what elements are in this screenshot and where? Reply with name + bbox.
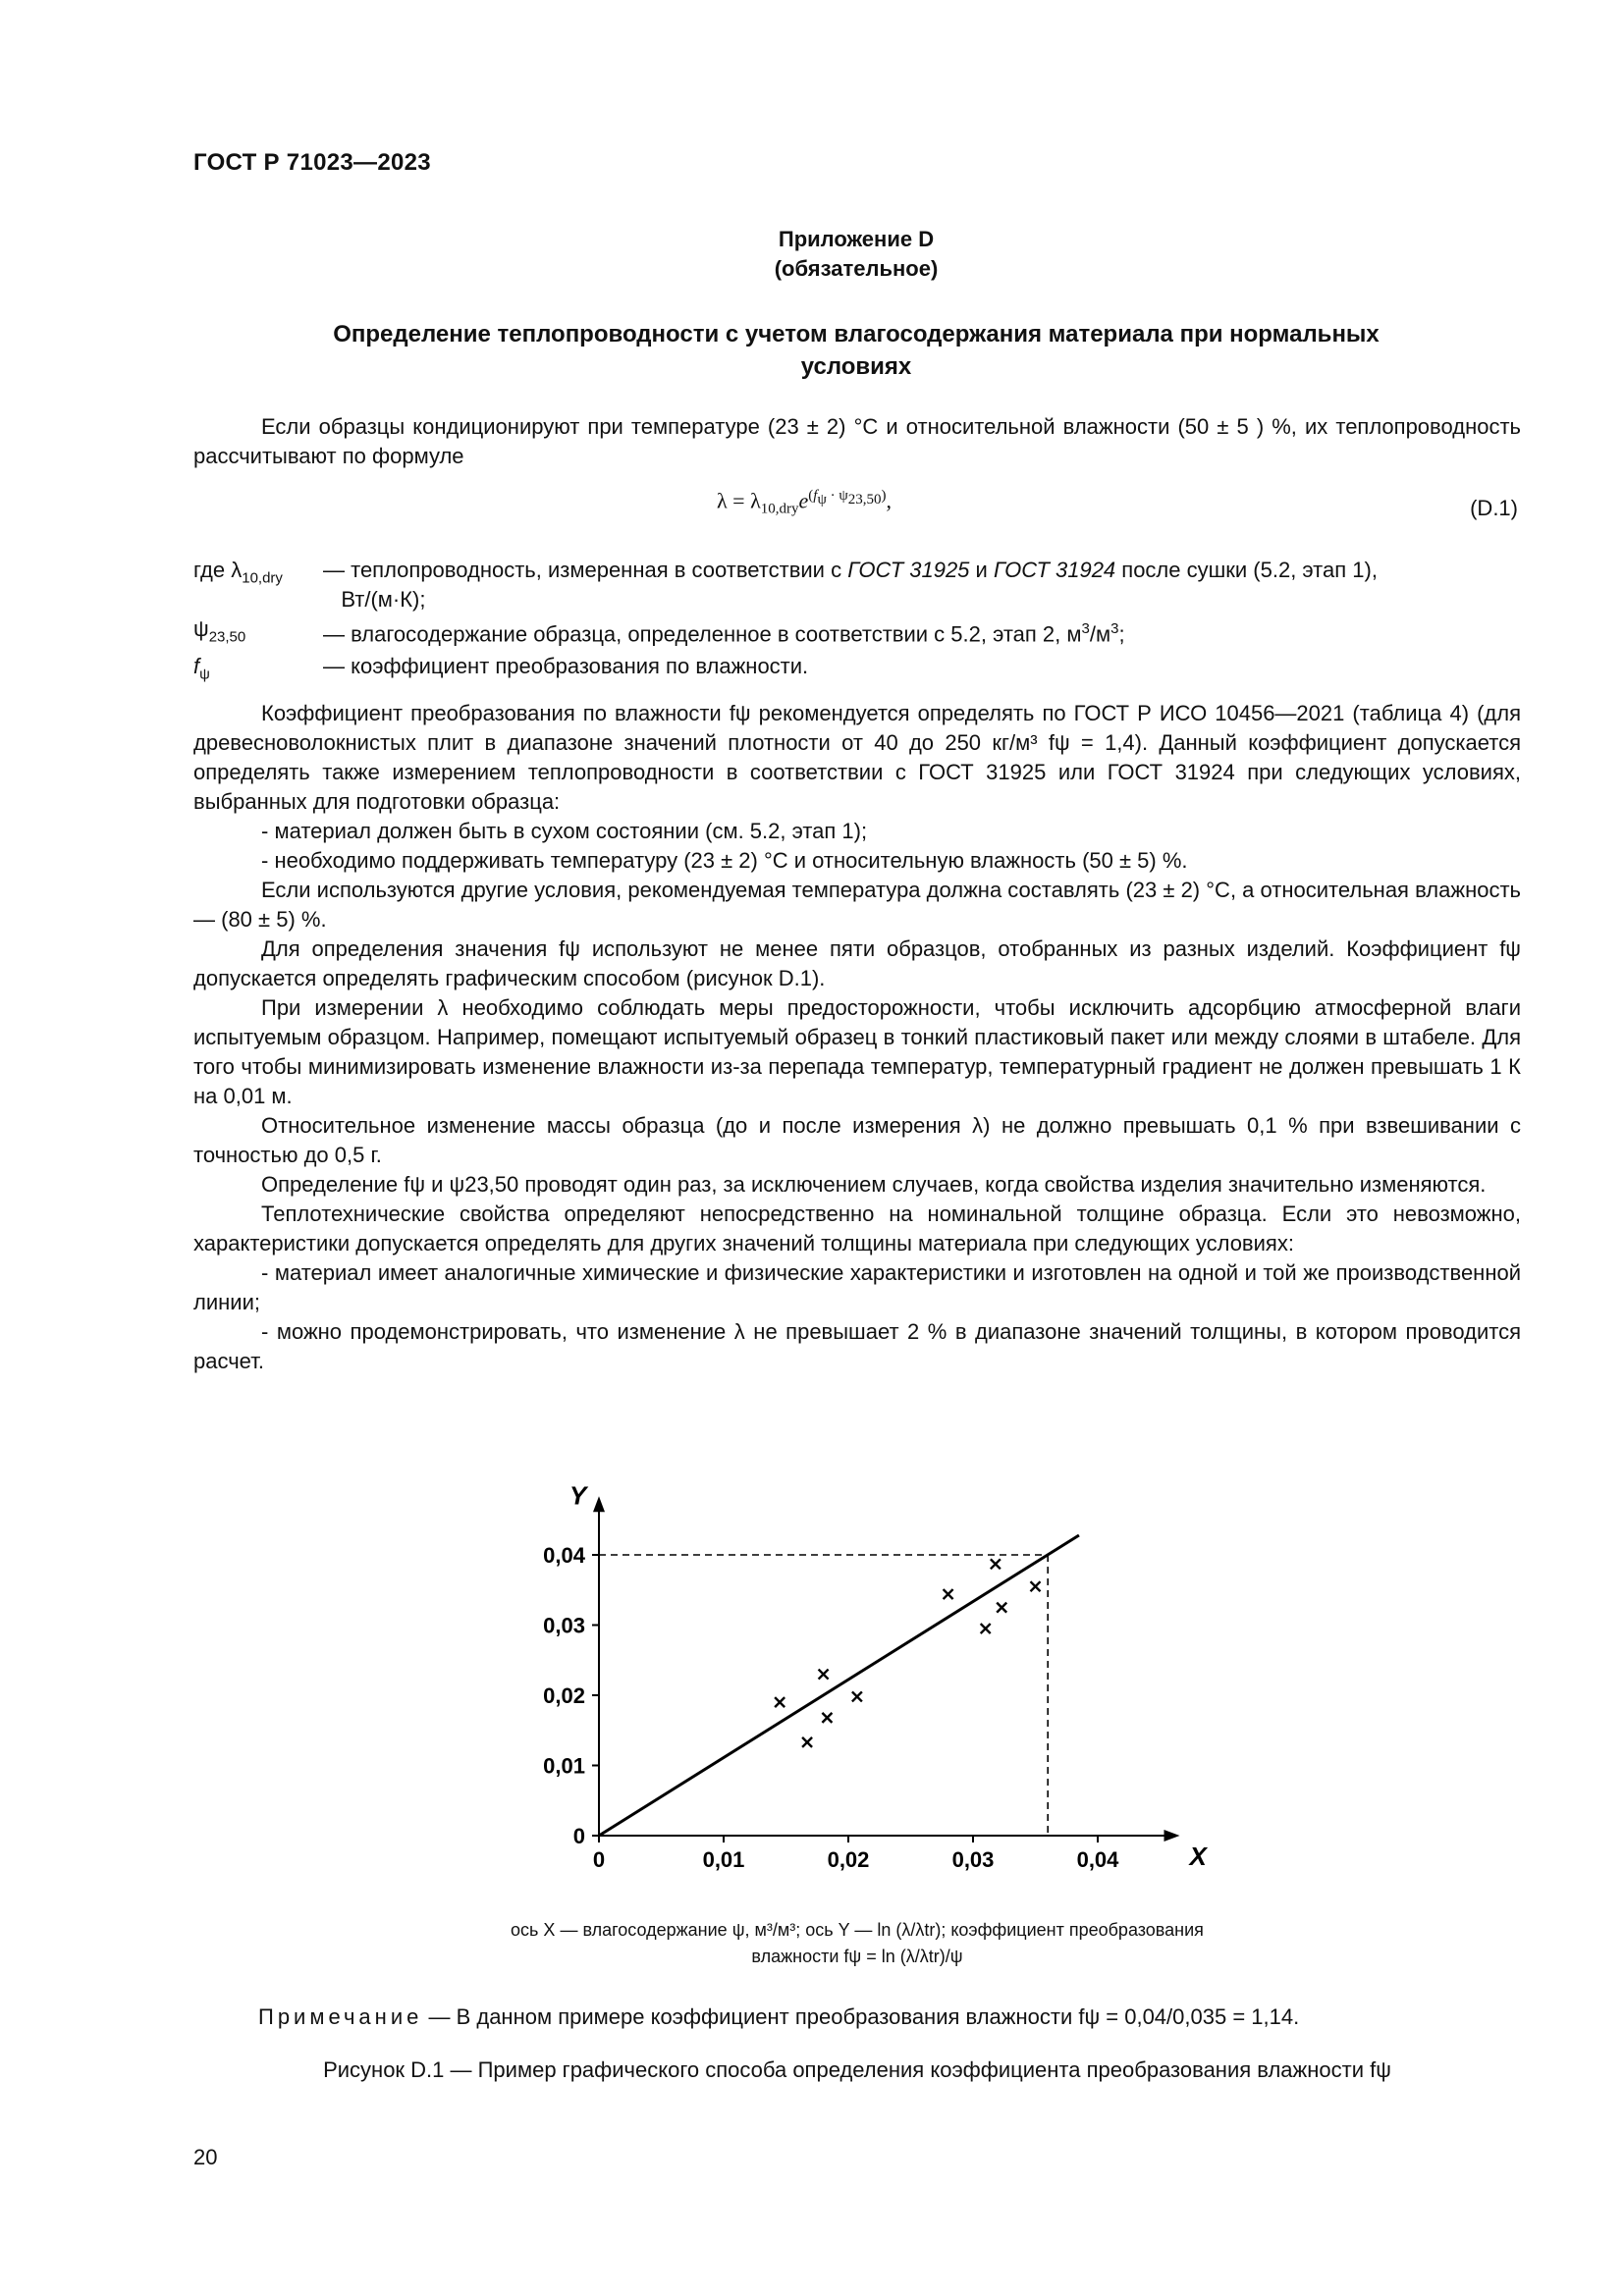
intro-text: Если образцы кондиционируют при температуре (23 ± 2) °С и относительной влажности (50 ± 5 ) %, их теплопроводность рассчитывают по формуле bbox=[193, 414, 1521, 468]
y-tick-label: 0,01 bbox=[543, 1753, 585, 1779]
bullet-item: - материал должен быть в сухом состоянии (см. 5.2, этап 1); bbox=[261, 819, 868, 843]
paragraph: Теплотехнические свойства определяют непосредственно на номинальной толщине образца. Если это невозможно, характеристики допускается определять для других значений толщины материала при следующих условиях: bbox=[193, 1201, 1521, 1255]
x-tick-label: 0,02 bbox=[827, 1847, 870, 1872]
data-point bbox=[944, 1589, 953, 1599]
definition-symbol: $\psi_{23,50}$ bbox=[193, 616, 246, 646]
bullet-item: - можно продемонстрировать, что изменение λ не превышает 2 % в диапазоне значений толщины, в котором проводится расчет. bbox=[193, 1319, 1521, 1373]
moisture-chart bbox=[511, 1472, 1207, 1895]
definition-row bbox=[193, 556, 1521, 614]
definition-text: — теплопроводность, измеренная в соответствии с ГОСТ 31925 и ГОСТ 31924 после сушки (5.2, этап 1), Вт/(м·К); bbox=[323, 558, 1378, 612]
formula-number: (D.1) bbox=[1470, 496, 1518, 520]
paragraph: Относительное изменение массы образца (до и после измерения λ) не должно превышать 0,1 % при взвешивании с точностью до 0,5 г. bbox=[193, 1113, 1521, 1167]
appendix-status: (обязательное) bbox=[774, 256, 939, 281]
y-tick-label: 0,03 bbox=[543, 1613, 585, 1638]
x-tick-label: 0 bbox=[592, 1847, 606, 1872]
paragraph: Если используются другие условия, рекомендуемая температура должна составлять (23 ± 2) °С, а относительная влажность — (80 ± 5) %. bbox=[193, 878, 1521, 932]
section-title-line2: условиях bbox=[800, 353, 912, 380]
formula-d1: $\lambda = \lambda_{10,dry}e^{(f_\psi \cdot \psi_{23,50})}$, bbox=[717, 488, 892, 517]
appendix-heading bbox=[193, 225, 1519, 284]
y-tick-label: 0,04 bbox=[543, 1543, 585, 1568]
x-axis-arrow bbox=[1164, 1830, 1180, 1842]
paragraph: Коэффициент преобразования по влажности fψ рекомендуется определять по ГОСТ Р ИСО 10456—2021 (таблица 4) (для древесноволокнистых плит в диапазоне значений плотности от 40 до 250 кг/м³ fψ = 1,4). Данный коэффициент допускается определять также измерением теплопроводности в соответствии с ГОСТ 31925 или ГОСТ 31924 при следующих условиях, выбранных для подготовки образца: bbox=[193, 701, 1521, 814]
appendix-title: Приложение D bbox=[778, 227, 935, 251]
bullet-item: - материал имеет аналогичные химические и физические характеристики и изготовлен на одной и той же производственной линии; bbox=[193, 1260, 1521, 1314]
definition-text: — влагосодержание образца, определенное в соответствии с 5.2, этап 2, $м^3/м^3$; bbox=[323, 620, 1125, 647]
data-point bbox=[852, 1691, 862, 1701]
definition-symbol: $f_\psi$ bbox=[193, 654, 210, 683]
paragraph: Определение fψ и ψ23,50 проводят один раз, за исключением случаев, когда свойства изделия значительно изменяются. bbox=[261, 1172, 1487, 1197]
intro-paragraph bbox=[193, 412, 1521, 471]
data-point bbox=[1031, 1581, 1041, 1591]
data-point bbox=[775, 1697, 785, 1707]
paragraph: Для определения значения fψ используют не менее пяти образцов, отобранных из разных изделий. Коэффициент fψ допускается определять графическим способом (рисунок D.1). bbox=[193, 936, 1521, 990]
figure-note bbox=[258, 2004, 1299, 2030]
x-axis-label: X bbox=[1189, 1842, 1207, 1871]
data-point bbox=[981, 1624, 991, 1633]
note-label: Примечание bbox=[258, 2004, 423, 2029]
data-point bbox=[819, 1670, 829, 1680]
page-number: 20 bbox=[193, 2145, 218, 2169]
x-tick-label: 0,03 bbox=[951, 1847, 995, 1872]
section-title-line1: Определение теплопроводности с учетом влагосодержания материала при нормальных bbox=[333, 321, 1380, 347]
y-axis-arrow bbox=[593, 1496, 605, 1512]
regression-line bbox=[599, 1535, 1079, 1836]
y-axis-label: Y bbox=[569, 1480, 587, 1511]
definition-symbol: где $\lambda_{10,dry}$ bbox=[193, 558, 283, 587]
axes-caption-line1: ось X — влагосодержание ψ, м³/м³; ось Y — ln (λ/λtr); коэффициент преобразования bbox=[511, 1920, 1204, 1940]
definitions-list bbox=[193, 556, 1521, 690]
y-tick-label: 0,02 bbox=[543, 1683, 585, 1708]
figure-caption: Рисунок D.1 — Пример графического способа определения коэффициента преобразования влажности fψ bbox=[323, 2057, 1391, 2082]
x-tick-label: 0,04 bbox=[1076, 1847, 1119, 1872]
paragraph: При измерении λ необходимо соблюдать меры предосторожности, чтобы исключить адсорбцию атмосферной влаги испытуемым образцом. Например, помещают испытуемый образец в тонкий пластиковый пакет или между слоями в штабеле. Для того чтобы минимизировать изменение влажности из-за перепада температур, температурный градиент не должен превышать 1 К на 0,01 м. bbox=[193, 995, 1521, 1108]
data-point bbox=[991, 1559, 1001, 1569]
note-text: — В данном примере коэффициент преобразования влажности fψ = 0,04/0,035 = 1,14. bbox=[422, 2004, 1300, 2029]
x-tick-label: 0,01 bbox=[702, 1847, 745, 1872]
bullet-item: - необходимо поддерживать температуру (23 ± 2) °С и относительную влажность (50 ± 5) %. bbox=[261, 848, 1188, 873]
section-title bbox=[193, 318, 1519, 383]
axes-caption bbox=[193, 1917, 1521, 1970]
axes-caption-line2: влажности fψ = ln (λ/λtr)/ψ bbox=[751, 1947, 963, 1966]
definition-row bbox=[193, 652, 1521, 689]
main-text bbox=[193, 699, 1521, 1376]
document-code: ГОСТ Р 71023—2023 bbox=[193, 149, 431, 176]
y-tick-label: 0 bbox=[572, 1824, 585, 1848]
data-point bbox=[802, 1737, 812, 1747]
definition-text: — коэффициент преобразования по влажности. bbox=[323, 654, 809, 679]
definition-row bbox=[193, 614, 1521, 652]
data-point bbox=[997, 1603, 1006, 1613]
data-point bbox=[822, 1713, 832, 1723]
